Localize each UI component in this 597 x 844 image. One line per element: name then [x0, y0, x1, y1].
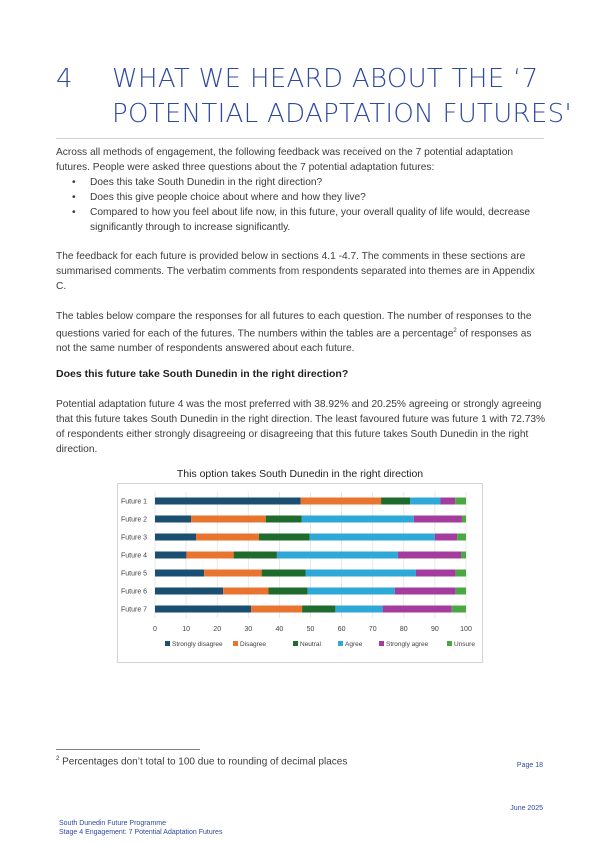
footnote-divider	[56, 749, 200, 750]
bar-segment	[398, 552, 461, 559]
bar-segment	[155, 588, 223, 595]
question-item: • Does this take South Dunedin in the right direction?	[70, 175, 540, 190]
bar-segment	[455, 498, 466, 505]
intro-paragraph: Across all methods of engagement, the following feedback was received on the 7 potential adaptation futures. People were asked three questions about the 7 potential adaptation futures:	[56, 147, 514, 173]
programme-name: South Dunedin Future Programme	[59, 820, 166, 827]
legend-label: Strongly agree	[386, 641, 429, 648]
x-tick-label: 30	[244, 626, 253, 633]
legend-swatch	[165, 641, 170, 646]
bar-segment	[381, 498, 410, 505]
x-tick-label: 20	[213, 626, 222, 633]
feedback-paragraph: The feedback for each future is provided below in sections 4.1 -4.7. The comments in these sections are summarised comments. The verbatim comments from respondents separated into themes are in Appendix C.	[56, 251, 535, 292]
bar-segment	[310, 534, 435, 541]
bar-segment	[461, 552, 466, 559]
legend-swatch	[233, 641, 238, 646]
tables-paragraph-text: The tables below compare the responses for all futures to each question. The number of responses to the questions varied for each of the futures. The numbers within the tables are a percentage	[56, 311, 532, 340]
bar-segment	[155, 606, 251, 613]
chart-frame	[117, 483, 483, 663]
heading-divider	[56, 138, 544, 139]
bar-segment	[440, 498, 455, 505]
question-item: • Does this give people choice about where and how they live?	[70, 190, 540, 205]
bar-segment	[414, 516, 462, 523]
bar-segment	[251, 606, 302, 613]
bar-segment	[452, 606, 466, 613]
bar-segment	[234, 552, 277, 559]
footer-programme	[59, 819, 222, 837]
stacked-bar-chart	[118, 484, 482, 662]
category-label: Future 4	[121, 552, 148, 560]
stage-name: Stage 4 Engagement: 7 Potential Adaptation Futures	[59, 829, 223, 836]
tables-paragraph-text-end: of responses as not the same number of respondents answered about each future.	[56, 328, 532, 355]
bar-segment	[266, 516, 302, 523]
footnote	[56, 756, 347, 767]
bar-segment	[395, 588, 456, 595]
category-label: Future 5	[121, 570, 148, 578]
bar-segment	[186, 552, 233, 559]
x-tick-label: 60	[337, 626, 346, 633]
bar-segment	[301, 498, 382, 505]
question-subheading: Does this future take South Dunedin in the right direction?	[56, 368, 349, 380]
legend-label: Strongly disagree	[172, 641, 223, 648]
bar-segment	[223, 588, 268, 595]
footer-date: June 2025	[510, 805, 543, 812]
legend-label: Agree	[345, 641, 363, 648]
section-number: 4	[56, 64, 73, 94]
x-tick-label: 50	[306, 626, 315, 633]
x-tick-label: 90	[431, 626, 439, 633]
bar-segment	[435, 534, 457, 541]
x-tick-label: 80	[399, 626, 408, 633]
footnote-number: 2	[56, 756, 60, 762]
category-label: Future 7	[121, 606, 148, 614]
category-label: Future 6	[121, 588, 148, 596]
bar-segment	[155, 498, 301, 505]
bar-segment	[416, 570, 456, 577]
bar-segment	[462, 516, 466, 523]
legend-label: Neutral	[300, 641, 321, 648]
bar-segment	[308, 588, 395, 595]
bar-segment	[155, 552, 186, 559]
bar-segment	[155, 570, 204, 577]
bar-segment	[155, 534, 196, 541]
legend-swatch	[447, 641, 452, 646]
results-paragraph: Potential adaptation future 4 was the most preferred with 38.92% and 20.25% agreeing or strongly agreeing that this future takes South Dunedin in the right direction. The least favoured future was future 1 with 72.73% of respondents either strongly disagreeing or disagreeing that this future takes South Dunedin in the right direction.	[56, 399, 546, 455]
bar-segment	[302, 606, 335, 613]
bar-segment	[204, 570, 262, 577]
bar-segment	[155, 516, 191, 523]
bar-segment	[456, 570, 466, 577]
x-tick-label: 70	[368, 626, 377, 633]
category-label: Future 1	[121, 498, 148, 506]
bar-segment	[306, 570, 416, 577]
bar-segment	[269, 588, 308, 595]
x-tick-label: 100	[460, 626, 472, 633]
bar-segment	[196, 534, 259, 541]
bar-segment	[410, 498, 440, 505]
bar-segment	[191, 516, 266, 523]
bar-segment	[383, 606, 452, 613]
legend-swatch	[338, 641, 343, 646]
bar-segment	[457, 534, 466, 541]
category-label: Future 3	[121, 534, 148, 542]
x-tick-label: 40	[275, 626, 284, 633]
page-number: Page 18	[516, 762, 543, 769]
legend-swatch	[379, 641, 384, 646]
bar-segment	[262, 570, 306, 577]
legend-label: Disagree	[240, 641, 267, 648]
bar-segment	[259, 534, 310, 541]
footnote-ref[interactable]: 2	[453, 328, 457, 334]
chart-title: This option takes South Dunedin in the right direction	[176, 468, 424, 480]
bar-segment	[335, 606, 382, 613]
question-list	[70, 175, 540, 235]
footnote-text: Percentages don’t total to 100 due to rounding of decimal places	[59, 756, 348, 768]
bar-segment	[302, 516, 414, 523]
category-label: Future 2	[121, 516, 148, 524]
legend-label: Unsure	[454, 641, 475, 648]
question-item: • Compared to how you feel about life now, in this future, your overall quality of life would, decrease significantly through to increase significantly.	[70, 205, 540, 235]
bar-segment	[456, 588, 466, 595]
section-title: WHAT WE HEARD ABOUT THE ‘7 POTENTIAL ADAPTATION FUTURES'	[112, 64, 572, 129]
tables-paragraph	[56, 309, 546, 356]
bar-segment	[277, 552, 398, 559]
x-tick-label: 0	[153, 626, 157, 633]
legend-swatch	[293, 641, 298, 646]
x-tick-label: 10	[182, 626, 190, 633]
